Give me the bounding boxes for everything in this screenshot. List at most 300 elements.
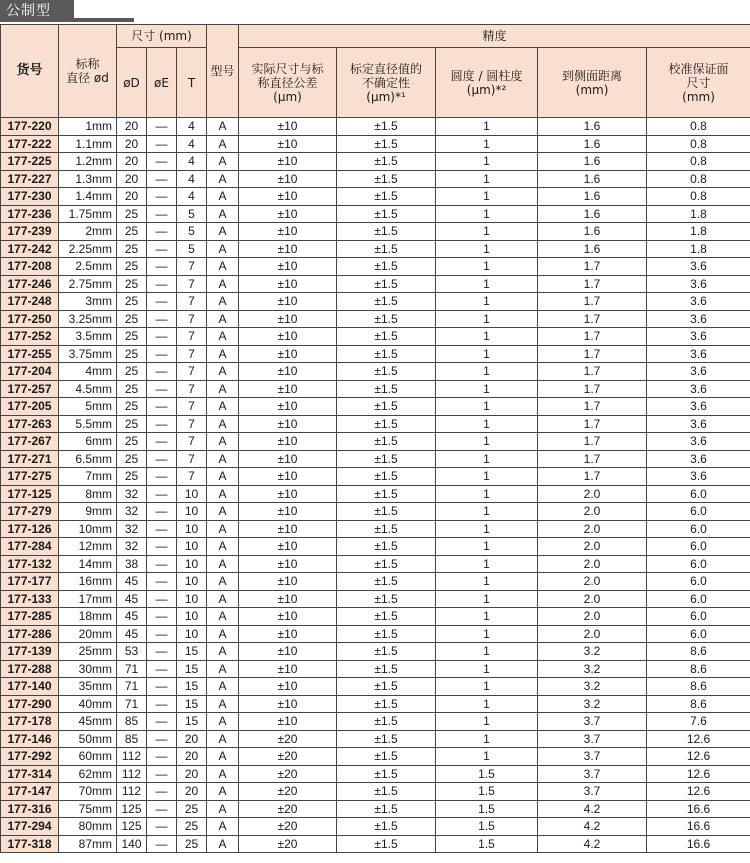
cell-guaranteed-size: 3.6 bbox=[647, 415, 750, 433]
cell-guaranteed-size: 3.6 bbox=[647, 328, 750, 346]
cell-phiD: 125 bbox=[117, 818, 147, 836]
table-row bbox=[1, 275, 750, 293]
cell-tolerance: ±10 bbox=[239, 223, 337, 241]
cell-uncertainty: ±1.5 bbox=[337, 730, 436, 748]
cell-tolerance: ±10 bbox=[239, 328, 337, 346]
cell-tolerance: ±20 bbox=[239, 800, 337, 818]
cell-side-distance: 1.7 bbox=[538, 380, 647, 398]
cell-roundness: 1 bbox=[436, 678, 538, 696]
cell-T: 10 bbox=[177, 538, 207, 556]
cell-roundness: 1 bbox=[436, 170, 538, 188]
cell-uncertainty: ±1.5 bbox=[337, 363, 436, 381]
cell-guaranteed-size: 0.8 bbox=[647, 118, 750, 136]
cell-type: A bbox=[207, 573, 239, 591]
cell-T: 7 bbox=[177, 363, 207, 381]
header-guaranteed-size bbox=[647, 48, 750, 118]
cell-type: A bbox=[207, 205, 239, 223]
cell-part-no: 177-275 bbox=[1, 468, 59, 486]
cell-uncertainty: ±1.5 bbox=[337, 153, 436, 171]
cell-side-distance: 3.2 bbox=[538, 643, 647, 661]
cell-T: 15 bbox=[177, 660, 207, 678]
cell-part-no: 177-248 bbox=[1, 293, 59, 311]
cell-guaranteed-size: 6.0 bbox=[647, 503, 750, 521]
cell-part-no: 177-284 bbox=[1, 538, 59, 556]
cell-tolerance: ±10 bbox=[239, 485, 337, 503]
cell-side-distance: 2.0 bbox=[538, 608, 647, 626]
cell-T: 4 bbox=[177, 153, 207, 171]
cell-roundness: 1 bbox=[436, 223, 538, 241]
cell-nominal-diameter: 7mm bbox=[59, 468, 117, 486]
cell-guaranteed-size: 1.8 bbox=[647, 205, 750, 223]
cell-nominal-diameter: 1.75mm bbox=[59, 205, 117, 223]
cell-roundness: 1 bbox=[436, 293, 538, 311]
cell-phiE: — bbox=[147, 818, 177, 836]
table-row bbox=[1, 310, 750, 328]
cell-roundness: 1 bbox=[436, 625, 538, 643]
cell-T: 10 bbox=[177, 608, 207, 626]
cell-guaranteed-size: 6.0 bbox=[647, 573, 750, 591]
cell-phiE: — bbox=[147, 415, 177, 433]
cell-type: A bbox=[207, 695, 239, 713]
table-row bbox=[1, 835, 750, 853]
cell-part-no: 177-267 bbox=[1, 433, 59, 451]
cell-T: 5 bbox=[177, 240, 207, 258]
table-row bbox=[1, 538, 750, 556]
cell-tolerance: ±10 bbox=[239, 415, 337, 433]
cell-guaranteed-size: 12.6 bbox=[647, 730, 750, 748]
cell-side-distance: 2.0 bbox=[538, 503, 647, 521]
cell-tolerance: ±10 bbox=[239, 293, 337, 311]
cell-tolerance: ±20 bbox=[239, 835, 337, 853]
cell-type: A bbox=[207, 538, 239, 556]
cell-nominal-diameter: 8mm bbox=[59, 485, 117, 503]
table-row bbox=[1, 678, 750, 696]
cell-phiD: 140 bbox=[117, 835, 147, 853]
cell-roundness: 1 bbox=[436, 363, 538, 381]
cell-part-no: 177-205 bbox=[1, 398, 59, 416]
cell-uncertainty: ±1.5 bbox=[337, 520, 436, 538]
cell-part-no: 177-177 bbox=[1, 573, 59, 591]
cell-side-distance: 1.6 bbox=[538, 188, 647, 206]
cell-type: A bbox=[207, 835, 239, 853]
cell-phiD: 20 bbox=[117, 170, 147, 188]
header-guaranteed-line2: 尺寸 bbox=[686, 75, 711, 90]
table-row bbox=[1, 450, 750, 468]
cell-guaranteed-size: 7.6 bbox=[647, 713, 750, 731]
cell-T: 10 bbox=[177, 573, 207, 591]
cell-tolerance: ±20 bbox=[239, 783, 337, 801]
cell-part-no: 177-140 bbox=[1, 678, 59, 696]
cell-type: A bbox=[207, 520, 239, 538]
cell-roundness: 1 bbox=[436, 240, 538, 258]
cell-part-no: 177-292 bbox=[1, 748, 59, 766]
cell-nominal-diameter: 40mm bbox=[59, 695, 117, 713]
cell-uncertainty: ±1.5 bbox=[337, 415, 436, 433]
cell-uncertainty: ±1.5 bbox=[337, 310, 436, 328]
cell-roundness: 1.5 bbox=[436, 765, 538, 783]
cell-side-distance: 1.7 bbox=[538, 415, 647, 433]
cell-side-distance: 4.2 bbox=[538, 800, 647, 818]
cell-type: A bbox=[207, 328, 239, 346]
cell-part-no: 177-239 bbox=[1, 223, 59, 241]
cell-type: A bbox=[207, 503, 239, 521]
cell-phiD: 20 bbox=[117, 188, 147, 206]
cell-side-distance: 2.0 bbox=[538, 573, 647, 591]
cell-uncertainty: ±1.5 bbox=[337, 643, 436, 661]
cell-side-distance: 3.2 bbox=[538, 660, 647, 678]
cell-nominal-diameter: 2.25mm bbox=[59, 240, 117, 258]
cell-roundness: 1 bbox=[436, 468, 538, 486]
cell-guaranteed-size: 1.8 bbox=[647, 223, 750, 241]
table-row bbox=[1, 188, 750, 206]
cell-type: A bbox=[207, 608, 239, 626]
cell-roundness: 1 bbox=[436, 380, 538, 398]
cell-side-distance: 3.2 bbox=[538, 695, 647, 713]
cell-phiD: 45 bbox=[117, 573, 147, 591]
cell-nominal-diameter: 3.5mm bbox=[59, 328, 117, 346]
cell-guaranteed-size: 0.8 bbox=[647, 153, 750, 171]
cell-phiD: 32 bbox=[117, 520, 147, 538]
cell-uncertainty: ±1.5 bbox=[337, 555, 436, 573]
cell-uncertainty: ±1.5 bbox=[337, 608, 436, 626]
cell-roundness: 1 bbox=[436, 608, 538, 626]
cell-phiE: — bbox=[147, 118, 177, 136]
cell-uncertainty: ±1.5 bbox=[337, 223, 436, 241]
cell-part-no: 177-263 bbox=[1, 415, 59, 433]
cell-guaranteed-size: 6.0 bbox=[647, 538, 750, 556]
cell-T: 7 bbox=[177, 345, 207, 363]
cell-type: A bbox=[207, 625, 239, 643]
cell-phiE: — bbox=[147, 660, 177, 678]
cell-part-no: 177-285 bbox=[1, 608, 59, 626]
cell-tolerance: ±10 bbox=[239, 450, 337, 468]
cell-phiD: 32 bbox=[117, 538, 147, 556]
cell-phiE: — bbox=[147, 345, 177, 363]
cell-nominal-diameter: 1.2mm bbox=[59, 153, 117, 171]
cell-type: A bbox=[207, 678, 239, 696]
table-row bbox=[1, 170, 750, 188]
cell-roundness: 1 bbox=[436, 433, 538, 451]
cell-tolerance: ±10 bbox=[239, 555, 337, 573]
cell-type: A bbox=[207, 485, 239, 503]
cell-type: A bbox=[207, 713, 239, 731]
cell-phiE: — bbox=[147, 485, 177, 503]
cell-side-distance: 4.2 bbox=[538, 835, 647, 853]
cell-tolerance: ±20 bbox=[239, 818, 337, 836]
cell-part-no: 177-225 bbox=[1, 153, 59, 171]
cell-tolerance: ±10 bbox=[239, 275, 337, 293]
cell-tolerance: ±10 bbox=[239, 695, 337, 713]
cell-T: 7 bbox=[177, 328, 207, 346]
cell-guaranteed-size: 6.0 bbox=[647, 520, 750, 538]
cell-phiD: 25 bbox=[117, 468, 147, 486]
cell-phiE: — bbox=[147, 223, 177, 241]
cell-uncertainty: ±1.5 bbox=[337, 380, 436, 398]
cell-T: 15 bbox=[177, 643, 207, 661]
cell-type: A bbox=[207, 118, 239, 136]
cell-roundness: 1 bbox=[436, 660, 538, 678]
table-row bbox=[1, 660, 750, 678]
cell-side-distance: 3.7 bbox=[538, 730, 647, 748]
cell-side-distance: 2.0 bbox=[538, 555, 647, 573]
cell-T: 7 bbox=[177, 258, 207, 276]
cell-phiD: 25 bbox=[117, 310, 147, 328]
cell-nominal-diameter: 62mm bbox=[59, 765, 117, 783]
cell-tolerance: ±10 bbox=[239, 520, 337, 538]
cell-phiE: — bbox=[147, 258, 177, 276]
cell-phiE: — bbox=[147, 573, 177, 591]
cell-type: A bbox=[207, 275, 239, 293]
table-row bbox=[1, 590, 750, 608]
cell-type: A bbox=[207, 170, 239, 188]
section-title: 公制型 bbox=[0, 0, 74, 22]
cell-roundness: 1 bbox=[436, 590, 538, 608]
cell-tolerance: ±10 bbox=[239, 135, 337, 153]
header-roundness bbox=[436, 48, 538, 118]
cell-tolerance: ±10 bbox=[239, 345, 337, 363]
cell-T: 7 bbox=[177, 433, 207, 451]
cell-roundness: 1 bbox=[436, 643, 538, 661]
cell-phiD: 20 bbox=[117, 153, 147, 171]
cell-phiD: 25 bbox=[117, 275, 147, 293]
cell-nominal-diameter: 5.5mm bbox=[59, 415, 117, 433]
cell-phiE: — bbox=[147, 153, 177, 171]
cell-guaranteed-size: 3.6 bbox=[647, 275, 750, 293]
cell-roundness: 1 bbox=[436, 188, 538, 206]
cell-part-no: 177-318 bbox=[1, 835, 59, 853]
table-row bbox=[1, 258, 750, 276]
cell-side-distance: 1.6 bbox=[538, 170, 647, 188]
table-row bbox=[1, 643, 750, 661]
cell-phiE: — bbox=[147, 188, 177, 206]
cell-type: A bbox=[207, 468, 239, 486]
cell-side-distance: 1.6 bbox=[538, 240, 647, 258]
cell-nominal-diameter: 50mm bbox=[59, 730, 117, 748]
cell-phiE: — bbox=[147, 800, 177, 818]
cell-nominal-diameter: 2.5mm bbox=[59, 258, 117, 276]
cell-type: A bbox=[207, 783, 239, 801]
cell-guaranteed-size: 12.6 bbox=[647, 783, 750, 801]
cell-T: 7 bbox=[177, 293, 207, 311]
table-row bbox=[1, 415, 750, 433]
cell-guaranteed-size: 3.6 bbox=[647, 380, 750, 398]
cell-side-distance: 4.2 bbox=[538, 818, 647, 836]
cell-type: A bbox=[207, 398, 239, 416]
cell-T: 10 bbox=[177, 625, 207, 643]
header-size-group: 尺寸 (mm) bbox=[117, 25, 207, 48]
cell-nominal-diameter: 17mm bbox=[59, 590, 117, 608]
cell-phiD: 112 bbox=[117, 748, 147, 766]
cell-nominal-diameter: 1.3mm bbox=[59, 170, 117, 188]
cell-phiD: 38 bbox=[117, 555, 147, 573]
cell-uncertainty: ±1.5 bbox=[337, 275, 436, 293]
cell-uncertainty: ±1.5 bbox=[337, 258, 436, 276]
cell-phiD: 25 bbox=[117, 415, 147, 433]
cell-uncertainty: ±1.5 bbox=[337, 625, 436, 643]
cell-tolerance: ±10 bbox=[239, 660, 337, 678]
cell-guaranteed-size: 3.6 bbox=[647, 258, 750, 276]
cell-phiD: 71 bbox=[117, 678, 147, 696]
cell-tolerance: ±10 bbox=[239, 240, 337, 258]
cell-nominal-diameter: 20mm bbox=[59, 625, 117, 643]
cell-uncertainty: ±1.5 bbox=[337, 468, 436, 486]
cell-phiD: 25 bbox=[117, 223, 147, 241]
cell-roundness: 1 bbox=[436, 748, 538, 766]
cell-part-no: 177-220 bbox=[1, 118, 59, 136]
cell-nominal-diameter: 10mm bbox=[59, 520, 117, 538]
cell-T: 4 bbox=[177, 188, 207, 206]
cell-part-no: 177-222 bbox=[1, 135, 59, 153]
table-row bbox=[1, 713, 750, 731]
cell-guaranteed-size: 6.0 bbox=[647, 590, 750, 608]
cell-side-distance: 1.7 bbox=[538, 328, 647, 346]
cell-roundness: 1.5 bbox=[436, 783, 538, 801]
cell-nominal-diameter: 9mm bbox=[59, 503, 117, 521]
cell-tolerance: ±10 bbox=[239, 713, 337, 731]
table-row bbox=[1, 398, 750, 416]
header-tolerance bbox=[239, 48, 337, 118]
header-nominal-line2: 直径 ød bbox=[66, 71, 109, 85]
cell-nominal-diameter: 5mm bbox=[59, 398, 117, 416]
cell-type: A bbox=[207, 380, 239, 398]
cell-tolerance: ±10 bbox=[239, 380, 337, 398]
cell-uncertainty: ±1.5 bbox=[337, 765, 436, 783]
cell-roundness: 1 bbox=[436, 415, 538, 433]
cell-phiE: — bbox=[147, 275, 177, 293]
cell-T: 20 bbox=[177, 765, 207, 783]
cell-phiE: — bbox=[147, 678, 177, 696]
cell-T: 10 bbox=[177, 520, 207, 538]
cell-side-distance: 2.0 bbox=[538, 625, 647, 643]
cell-roundness: 1 bbox=[436, 730, 538, 748]
cell-nominal-diameter: 60mm bbox=[59, 748, 117, 766]
cell-phiE: — bbox=[147, 748, 177, 766]
cell-roundness: 1 bbox=[436, 485, 538, 503]
cell-nominal-diameter: 1.1mm bbox=[59, 135, 117, 153]
cell-guaranteed-size: 3.6 bbox=[647, 450, 750, 468]
cell-guaranteed-size: 3.6 bbox=[647, 398, 750, 416]
table-row bbox=[1, 625, 750, 643]
cell-tolerance: ±10 bbox=[239, 188, 337, 206]
table-row bbox=[1, 363, 750, 381]
cell-part-no: 177-271 bbox=[1, 450, 59, 468]
cell-tolerance: ±10 bbox=[239, 678, 337, 696]
header-phiD: øD bbox=[117, 48, 147, 118]
cell-phiE: — bbox=[147, 170, 177, 188]
cell-phiD: 45 bbox=[117, 625, 147, 643]
cell-roundness: 1 bbox=[436, 398, 538, 416]
cell-phiE: — bbox=[147, 468, 177, 486]
cell-phiD: 20 bbox=[117, 135, 147, 153]
cell-phiE: — bbox=[147, 433, 177, 451]
cell-type: A bbox=[207, 748, 239, 766]
table-row bbox=[1, 485, 750, 503]
cell-phiE: — bbox=[147, 538, 177, 556]
header-nominal-line1: 标称 bbox=[75, 57, 100, 71]
header-phiE: øE bbox=[147, 48, 177, 118]
cell-uncertainty: ±1.5 bbox=[337, 818, 436, 836]
table-row bbox=[1, 433, 750, 451]
cell-phiE: — bbox=[147, 695, 177, 713]
cell-side-distance: 1.7 bbox=[538, 293, 647, 311]
cell-phiD: 32 bbox=[117, 485, 147, 503]
cell-part-no: 177-139 bbox=[1, 643, 59, 661]
cell-tolerance: ±10 bbox=[239, 573, 337, 591]
cell-nominal-diameter: 30mm bbox=[59, 660, 117, 678]
cell-part-no: 177-230 bbox=[1, 188, 59, 206]
cell-phiE: — bbox=[147, 240, 177, 258]
cell-uncertainty: ±1.5 bbox=[337, 503, 436, 521]
cell-T: 15 bbox=[177, 695, 207, 713]
cell-T: 7 bbox=[177, 398, 207, 416]
cell-phiE: — bbox=[147, 730, 177, 748]
cell-roundness: 1 bbox=[436, 520, 538, 538]
cell-guaranteed-size: 8.6 bbox=[647, 695, 750, 713]
cell-part-no: 177-316 bbox=[1, 800, 59, 818]
cell-guaranteed-size: 6.0 bbox=[647, 625, 750, 643]
cell-phiD: 25 bbox=[117, 363, 147, 381]
cell-phiE: — bbox=[147, 205, 177, 223]
cell-T: 5 bbox=[177, 205, 207, 223]
cell-roundness: 1 bbox=[436, 450, 538, 468]
cell-side-distance: 1.7 bbox=[538, 363, 647, 381]
header-guaranteed-line3: (mm) bbox=[682, 89, 715, 104]
cell-phiD: 25 bbox=[117, 450, 147, 468]
cell-T: 10 bbox=[177, 503, 207, 521]
cell-roundness: 1 bbox=[436, 310, 538, 328]
cell-phiD: 112 bbox=[117, 783, 147, 801]
cell-part-no: 177-250 bbox=[1, 310, 59, 328]
cell-type: A bbox=[207, 153, 239, 171]
cell-uncertainty: ±1.5 bbox=[337, 135, 436, 153]
table-row bbox=[1, 555, 750, 573]
cell-phiE: — bbox=[147, 625, 177, 643]
cell-tolerance: ±10 bbox=[239, 538, 337, 556]
cell-tolerance: ±10 bbox=[239, 363, 337, 381]
cell-T: 7 bbox=[177, 468, 207, 486]
cell-phiD: 53 bbox=[117, 643, 147, 661]
cell-roundness: 1 bbox=[436, 345, 538, 363]
header-side-distance bbox=[538, 48, 647, 118]
cell-part-no: 177-126 bbox=[1, 520, 59, 538]
cell-type: A bbox=[207, 293, 239, 311]
cell-guaranteed-size: 6.0 bbox=[647, 555, 750, 573]
cell-T: 7 bbox=[177, 310, 207, 328]
cell-guaranteed-size: 3.6 bbox=[647, 363, 750, 381]
cell-side-distance: 1.6 bbox=[538, 205, 647, 223]
cell-side-distance: 1.6 bbox=[538, 118, 647, 136]
cell-uncertainty: ±1.5 bbox=[337, 398, 436, 416]
cell-phiE: — bbox=[147, 328, 177, 346]
cell-side-distance: 3.2 bbox=[538, 678, 647, 696]
cell-roundness: 1 bbox=[436, 135, 538, 153]
cell-guaranteed-size: 0.8 bbox=[647, 188, 750, 206]
cell-type: A bbox=[207, 345, 239, 363]
cell-guaranteed-size: 16.6 bbox=[647, 800, 750, 818]
cell-phiE: — bbox=[147, 783, 177, 801]
cell-guaranteed-size: 1.8 bbox=[647, 240, 750, 258]
cell-nominal-diameter: 87mm bbox=[59, 835, 117, 853]
cell-part-no: 177-132 bbox=[1, 555, 59, 573]
table-row bbox=[1, 520, 750, 538]
cell-roundness: 1.5 bbox=[436, 800, 538, 818]
table-row bbox=[1, 765, 750, 783]
cell-uncertainty: ±1.5 bbox=[337, 538, 436, 556]
cell-side-distance: 2.0 bbox=[538, 538, 647, 556]
cell-roundness: 1 bbox=[436, 538, 538, 556]
header-tolerance-line3: (µm) bbox=[273, 89, 302, 104]
header-nominal-diameter bbox=[59, 25, 117, 118]
